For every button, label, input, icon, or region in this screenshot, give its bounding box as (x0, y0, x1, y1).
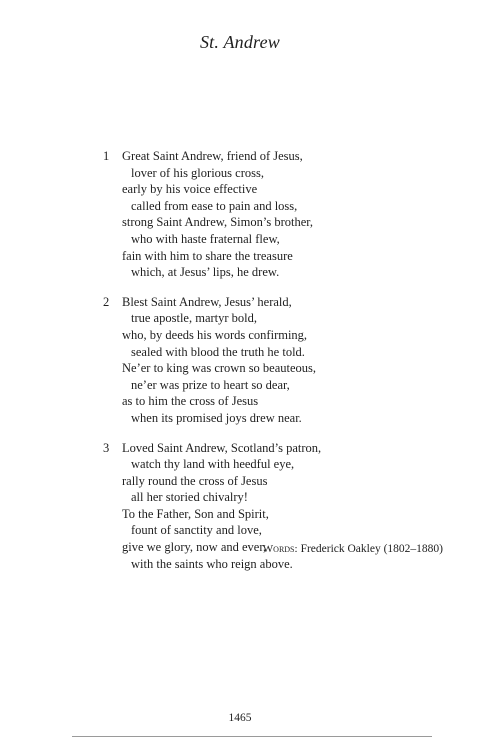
verse-line: watch thy land with heedful eye, (131, 457, 295, 472)
verse-line: who with haste fraternal flew, (131, 231, 280, 246)
verse-line: ne’er was prize to heart so dear, (131, 377, 290, 392)
verse-line: who, by deeds his words confirming, (122, 327, 308, 342)
verse-line: Great Saint Andrew, friend of Jesus, (122, 149, 303, 163)
verse-line: when its promised joys drew near. (131, 410, 302, 425)
verse-line: fain with him to share the treasure (122, 248, 293, 263)
verse-line: sealed with blood the truth he told. (131, 344, 305, 359)
attribution (263, 543, 443, 555)
verse-line: which, at Jesus’ lips, he drew. (131, 265, 280, 280)
verse-line: called from ease to pain and loss, (131, 198, 298, 213)
verse-line: Loved Saint Andrew, Scotland’s patron, (122, 440, 322, 455)
verse-line: Blest Saint Andrew, Jesus’ herald, (122, 294, 292, 309)
verse-line: strong Saint Andrew, Simon’s brother, (122, 215, 314, 230)
bottom-rule (72, 736, 432, 737)
verse-line: with the saints who reign above. (131, 556, 293, 571)
verse-number: 3 (103, 440, 110, 455)
verse-number: 2 (103, 294, 110, 309)
verse-line: early by his voice effective (122, 182, 258, 197)
verse-number: 1 (103, 149, 110, 163)
attribution-text: Frederick Oakley (1802–1880) (300, 543, 443, 555)
verse-1 (103, 148, 423, 281)
verse-line: lover of his glorious cross, (131, 165, 264, 180)
hymn-title: St. Andrew (199, 32, 280, 52)
verse-2 (103, 294, 423, 427)
verse-line: fount of sanctity and love, (131, 523, 262, 538)
verse-line: as to him the cross of Jesus (122, 394, 259, 409)
verses (103, 148, 423, 585)
verse-line: give we glory, now and ever, (122, 540, 267, 555)
verse-line: true apostle, martyr bold, (131, 311, 258, 326)
verse-line: all her storied chivalry! (131, 490, 248, 505)
page-number: 1465 (228, 712, 252, 724)
attribution-label: Words: (262, 543, 298, 555)
verse-line: Ne’er to king was crown so beauteous, (122, 361, 317, 376)
verse-line: rally round the cross of Jesus (122, 473, 268, 488)
verse-line: To the Father, Son and Spirit, (122, 506, 269, 521)
